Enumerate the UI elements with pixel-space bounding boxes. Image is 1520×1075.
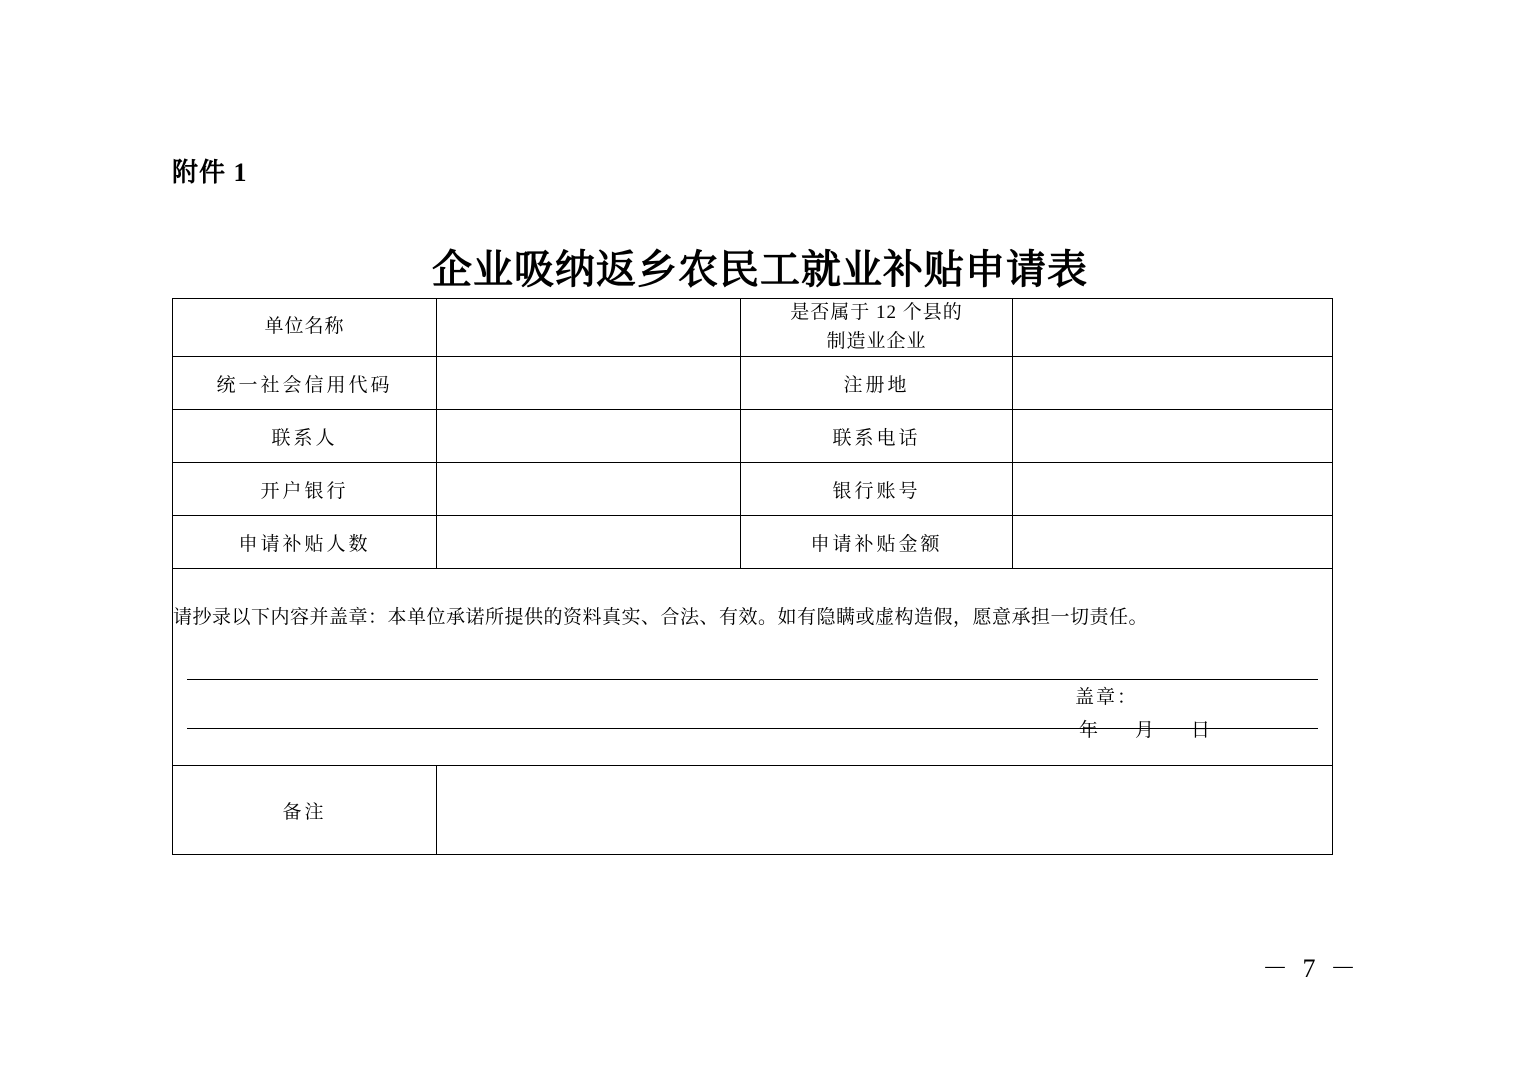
label-bank-name: 开户银行	[173, 463, 437, 516]
field-subsidy-amount[interactable]	[1013, 516, 1333, 569]
table-row	[173, 357, 1333, 410]
table-row	[173, 410, 1333, 463]
field-bank-name[interactable]	[437, 463, 741, 516]
field-is-manufacturing-county[interactable]	[1013, 299, 1333, 357]
date-month: 月	[1134, 719, 1156, 741]
page-number: － 7 －	[1261, 954, 1360, 983]
table-row	[173, 299, 1333, 357]
field-registration-place[interactable]	[1013, 357, 1333, 410]
field-remark[interactable]	[437, 766, 1333, 855]
label-contact-phone: 联系电话	[741, 410, 1013, 463]
table-row	[173, 516, 1333, 569]
field-unit-name[interactable]	[437, 299, 741, 357]
label-remark: 备注	[173, 766, 437, 855]
commitment-text: 请抄录以下内容并盖章：本单位承诺所提供的资料真实、合法、有效。如有隐瞒或虚构造假，愿意承担一切责任。	[173, 606, 1149, 628]
table-row-commitment	[173, 569, 1333, 766]
date-year: 年	[1078, 719, 1100, 741]
date-day: 日	[1190, 719, 1212, 741]
table-row	[173, 463, 1333, 516]
handwriting-line-1[interactable]	[187, 641, 1318, 680]
label-line-2: 制造业企业	[826, 330, 927, 352]
field-bank-account[interactable]	[1013, 463, 1333, 516]
field-contact-person[interactable]	[437, 410, 741, 463]
label-subsidy-amount: 申请补贴金额	[741, 516, 1013, 569]
label-line-1: 是否属于 12 个县的	[790, 302, 963, 323]
label-bank-account: 银行账号	[741, 463, 1013, 516]
table-row-remark	[173, 766, 1333, 855]
commitment-cell	[173, 569, 1333, 766]
page-title: 企业吸纳返乡农民工就业补贴申请表	[432, 247, 1088, 292]
label-is-manufacturing-county	[741, 299, 1013, 357]
seal-block	[1075, 682, 1212, 747]
label-credit-code: 统一社会信用代码	[173, 357, 437, 410]
field-contact-phone[interactable]	[1013, 410, 1333, 463]
field-credit-code[interactable]	[437, 357, 741, 410]
label-unit-name: 单位名称	[173, 299, 437, 357]
date-line	[1075, 715, 1212, 747]
subsidy-application-table	[172, 298, 1333, 855]
label-registration-place: 注册地	[741, 357, 1013, 410]
label-subsidy-headcount: 申请补贴人数	[173, 516, 437, 569]
field-subsidy-headcount[interactable]	[437, 516, 741, 569]
attachment-label: 附件 1	[172, 158, 248, 187]
seal-label: 盖章：	[1074, 687, 1138, 709]
label-contact-person: 联系人	[173, 410, 437, 463]
